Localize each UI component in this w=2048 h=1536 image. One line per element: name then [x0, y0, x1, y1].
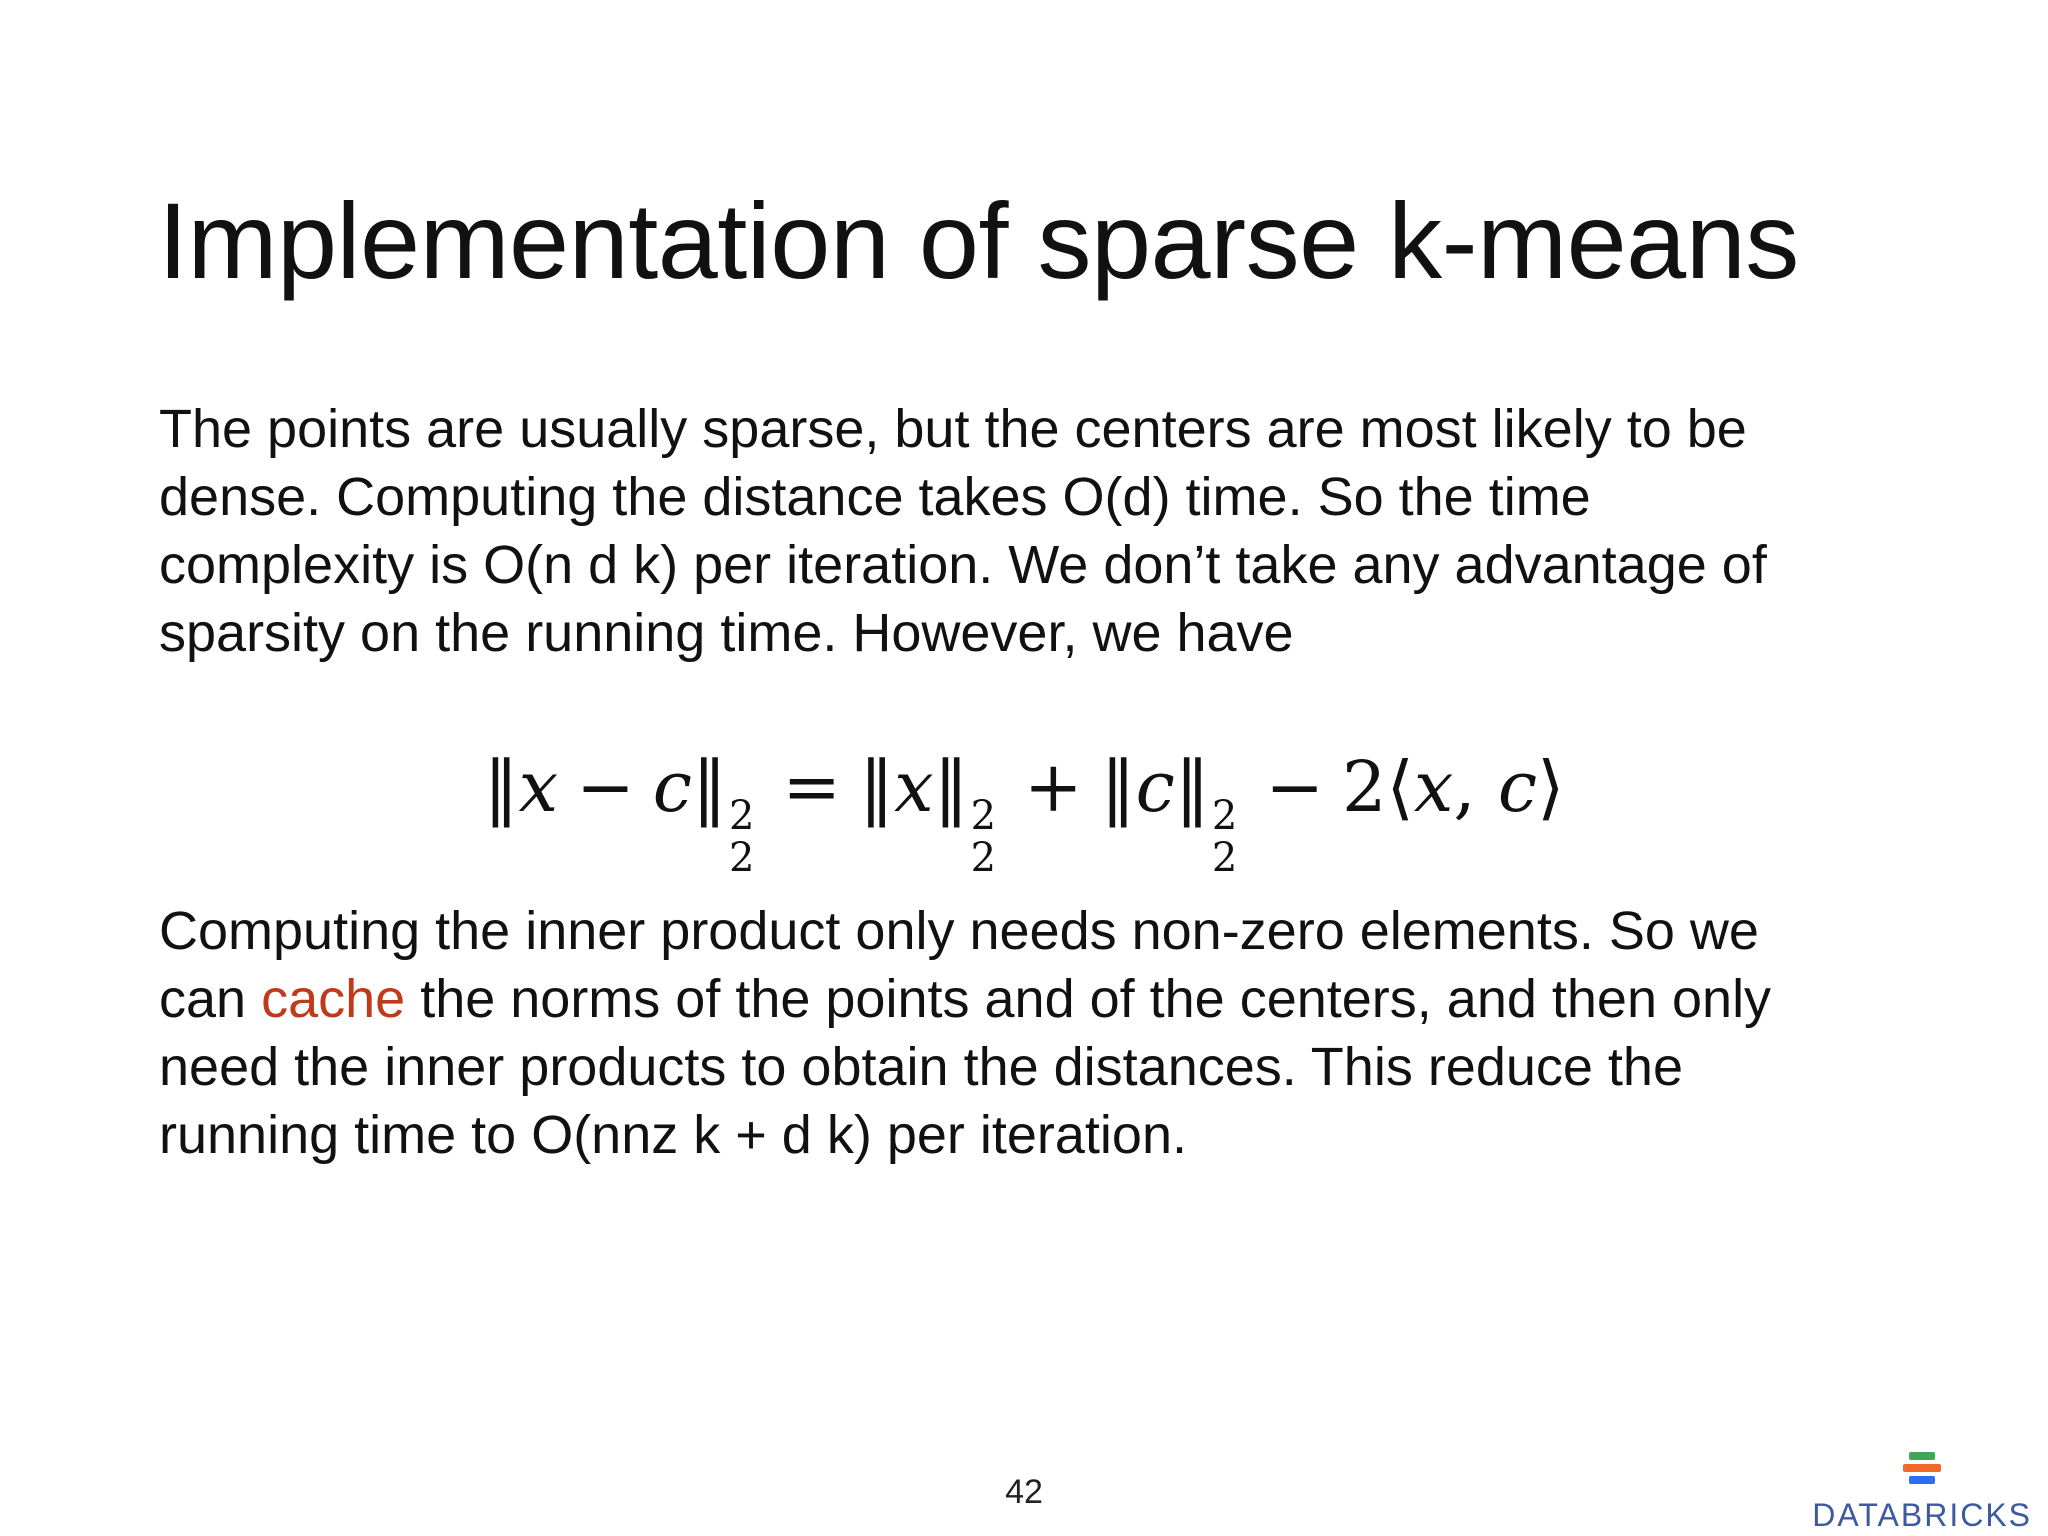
- formula-minus-2: −: [1265, 746, 1324, 828]
- formula-norm-open-2: ‖: [859, 746, 895, 828]
- formula-two: 2: [1342, 746, 1387, 828]
- paragraph-caching: [159, 897, 1919, 1169]
- paragraph-intro-line-3: complexity is O(n d k) per iteration. We don’t take any advantage of: [159, 535, 1767, 595]
- paragraph-caching-line-2: [159, 965, 1919, 1033]
- formula-langle: ⟨: [1386, 746, 1414, 828]
- paragraph-caching-line-4: running time to O(nnz k + d k) per iteration.: [159, 1105, 1187, 1165]
- formula-norm-close-3: ‖: [1174, 746, 1210, 828]
- paragraph-intro-line-1: The points are usually sparse, but the centers are most likely to be: [159, 399, 1747, 459]
- slide-title: Implementation of sparse k-means: [158, 180, 1799, 301]
- logo-bar-blue: [1909, 1476, 1935, 1484]
- formula-norm-open-3: ‖: [1100, 746, 1136, 828]
- databricks-logo-icon: [1899, 1448, 1945, 1488]
- paragraph-caching-line-1: Computing the inner product only needs non-zero elements. So we: [159, 901, 1759, 961]
- formula-sub-1: 2: [728, 835, 755, 881]
- databricks-logo-text: DATABRICKS: [1812, 1497, 2032, 1533]
- formula-norm-close-2: ‖: [933, 746, 969, 828]
- line-2-before: can: [159, 969, 262, 1029]
- line-2-after: the norms of the points and of the centers, and then only: [405, 969, 1772, 1029]
- paragraph-intro-line-4: sparsity on the running time. However, we have: [159, 603, 1294, 663]
- formula-comma: ,: [1453, 746, 1498, 828]
- formula-c-3: c: [1497, 746, 1538, 828]
- formula-norm-close: ‖: [691, 746, 727, 828]
- paragraph-caching-line-3: need the inner products to obtain the distances. This reduce the: [159, 1037, 1683, 1097]
- formula-norm-open: ‖: [483, 746, 519, 828]
- formula-x-3: x: [1413, 746, 1454, 828]
- formula-c: c: [652, 746, 692, 828]
- distance-formula: [0, 746, 2048, 881]
- logo-bar-green: [1909, 1452, 1935, 1460]
- highlighted-word-cache: cache: [261, 969, 406, 1029]
- formula-exponent-1: [728, 793, 755, 881]
- formula-x-2: x: [894, 746, 934, 828]
- formula-minus: −: [576, 746, 635, 828]
- paragraph-intro: [159, 395, 1919, 667]
- formula-x: x: [518, 746, 559, 828]
- formula-c-2: c: [1135, 746, 1175, 828]
- page-number: 42: [1005, 1473, 1043, 1511]
- formula-sup-1: 2: [728, 793, 755, 839]
- formula-sub-3: 2: [1211, 835, 1238, 881]
- formula-sup-3: 2: [1211, 793, 1238, 839]
- formula-sub-2: 2: [970, 835, 997, 881]
- formula-exponent-3: [1211, 793, 1238, 881]
- formula-exponent-2: [970, 793, 997, 881]
- formula-plus: +: [1024, 746, 1083, 828]
- paragraph-intro-line-2: dense. Computing the distance takes O(d) time. So the time: [159, 467, 1591, 527]
- formula-sup-2: 2: [970, 793, 997, 839]
- logo-bar-orange: [1903, 1464, 1941, 1472]
- formula-rangle: ⟩: [1537, 746, 1565, 828]
- formula-equals: =: [782, 746, 842, 828]
